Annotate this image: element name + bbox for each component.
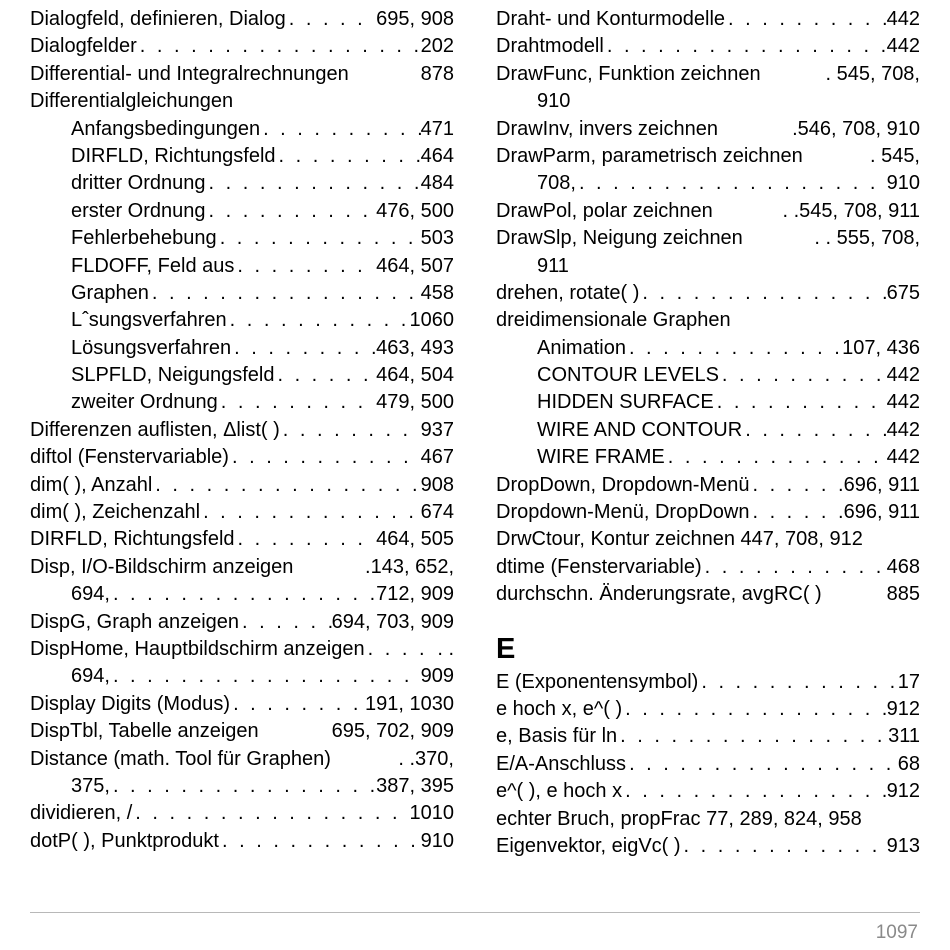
index-entry <box>30 33 454 60</box>
index-entry-text: durchschn. Änderungsrate, avgRC( ) <box>496 583 822 606</box>
index-entry-text: WIRE AND CONTOUR <box>537 418 743 441</box>
index-entry-text: DispG, Graph anzeigen <box>30 610 240 633</box>
index-entry <box>30 444 454 471</box>
index-entry-text: Dialogfelder <box>30 35 137 58</box>
index-entry-text: dreidimensionale Graphen <box>496 309 731 332</box>
index-entry-text: E (Exponentensymbol) <box>496 670 699 693</box>
index-entry-pages: 694, 703, 909 <box>331 610 454 633</box>
index-entry-pages: 1060 <box>409 309 454 332</box>
index-entry-text: 694, <box>71 583 110 606</box>
index-entry-text: 694, <box>71 665 110 688</box>
dot-leader <box>280 417 421 444</box>
index-column-right <box>496 6 920 860</box>
dot-leader <box>132 800 409 827</box>
index-entry <box>30 389 454 416</box>
index-entry-text: Anfangsbedingungen <box>71 117 261 140</box>
index-entry-text: 911 <box>537 254 569 277</box>
index-entry-pages: 68 <box>897 752 920 775</box>
index-entry <box>496 6 920 33</box>
index-entry-pages: . . 555, 708, <box>814 227 920 250</box>
index-entry <box>496 581 920 608</box>
index-entry-pages: 311 <box>888 725 920 748</box>
dot-leader <box>110 773 376 800</box>
index-entry-pages: 471 <box>420 117 454 140</box>
index-entry <box>496 389 920 416</box>
dot-leader <box>149 280 421 307</box>
footer-rule <box>30 912 920 913</box>
index-entry <box>30 526 454 553</box>
index-entry-pages: 442 <box>886 364 920 387</box>
index-entry <box>496 472 920 499</box>
index-entry-text: drehen, rotate( ) <box>496 281 640 304</box>
index-entry <box>30 143 454 170</box>
index-entry-text: dtime (Fenstervariable) <box>496 555 702 578</box>
index-entry-text: DropDown, Dropdown-Menü <box>496 473 750 496</box>
dot-leader <box>260 116 421 143</box>
index-entry-pages: 442 <box>886 446 920 469</box>
index-entry-text: dotP( ), Punktprodukt <box>30 829 219 852</box>
index-entry-pages: 479, 500 <box>376 391 454 414</box>
dot-leader <box>622 778 887 805</box>
dot-leader <box>698 669 897 696</box>
index-entry <box>30 718 454 745</box>
index-entry <box>30 280 454 307</box>
dot-leader <box>200 499 421 526</box>
dot-leader <box>234 253 376 280</box>
index-entry-pages: 442 <box>886 391 920 414</box>
index-entry <box>30 116 454 143</box>
dot-leader <box>604 33 887 60</box>
index-column-left <box>30 6 454 855</box>
index-entry <box>496 806 920 833</box>
dot-leader <box>719 362 887 389</box>
dot-leader <box>276 143 421 170</box>
index-entry-pages: 696, 911 <box>843 501 920 524</box>
index-entry-text: DispTbl, Tabelle anzeigen <box>30 720 259 743</box>
dot-leader <box>137 33 421 60</box>
index-entry <box>496 116 920 143</box>
index-entry <box>496 198 920 225</box>
index-entry-pages: 1010 <box>409 802 454 825</box>
index-entry <box>496 751 920 778</box>
index-entry-text: FLDOFF, Feld aus <box>71 254 235 277</box>
index-entry <box>30 581 454 608</box>
index-entry-text: Differential- und Integralrechnungen <box>30 62 349 85</box>
dot-leader <box>626 335 842 362</box>
index-entry-pages: 467 <box>420 446 454 469</box>
index-entry-pages: 695, 908 <box>376 8 454 30</box>
dot-leader <box>206 170 421 197</box>
index-entry-pages: 463, 493 <box>376 336 454 359</box>
dot-leader <box>152 472 420 499</box>
index-entry-text: diftol (Fenstervariable) <box>30 446 229 469</box>
dot-leader <box>617 723 888 750</box>
index-entry <box>496 526 920 553</box>
index-entry-pages: 937 <box>420 418 454 441</box>
index-entry-text: DispHome, Hauptbildschirm anzeigen <box>30 637 365 660</box>
index-entry-text: e hoch x, e^( ) <box>496 697 623 720</box>
index-entry-pages: . 545, 708, <box>825 62 920 85</box>
index-entry-text: DrawParm, parametrisch zeichnen <box>496 144 803 167</box>
index-entry-text: dividieren, / <box>30 802 133 825</box>
index-entry-text: 910 <box>537 90 571 113</box>
index-entry-pages: .546, 708, 910 <box>792 117 920 140</box>
index-entry <box>496 417 920 444</box>
index-entry-text: Disp, I/O-Bildschirm anzeigen <box>30 555 294 578</box>
section-heading: E <box>496 632 516 665</box>
index-entry-text: Dropdown-Menü, DropDown <box>496 501 750 524</box>
dot-leader <box>749 472 843 499</box>
index-entry-text: CONTOUR LEVELS <box>537 364 719 387</box>
index-entry-text: SLPFLD, Neigungsfeld <box>71 364 275 387</box>
index-entry-pages: 909 <box>420 665 454 688</box>
dot-leader <box>742 417 886 444</box>
index-entry-text: echter Bruch, propFrac 77, 289, 824, 958 <box>496 807 862 830</box>
index-entry <box>30 499 454 526</box>
dot-leader <box>235 526 377 553</box>
index-entry-pages: 912 <box>886 697 920 720</box>
index-entry <box>496 669 920 696</box>
index-entry-pages: 464, 507 <box>376 254 454 277</box>
index-entry-pages: 464 <box>420 144 454 167</box>
index-entry <box>30 198 454 225</box>
dot-leader <box>725 6 887 33</box>
index-entry <box>30 362 454 389</box>
index-entry-pages: 910 <box>420 829 454 852</box>
index-entry <box>496 280 920 307</box>
dot-leader <box>239 609 332 636</box>
index-entry-pages: 191, 1030 <box>365 692 454 715</box>
index-entry-text: DrawSlp, Neigung zeichnen <box>496 227 743 250</box>
index-entry <box>30 609 454 636</box>
index-entry-text: DIRFLD, Richtungsfeld <box>71 144 276 167</box>
index-entry-text: Lˆsungsverfahren <box>71 309 227 332</box>
index-entry-pages: 202 <box>420 35 454 58</box>
index-entry-pages: 442 <box>886 418 920 441</box>
dot-leader <box>702 554 887 581</box>
index-entry-text: e, Basis für ln <box>496 725 618 748</box>
index-entry-text: DrawFunc, Funktion zeichnen <box>496 62 761 85</box>
dot-leader <box>576 170 887 197</box>
dot-leader <box>622 696 887 723</box>
index-entry-text: Eigenvektor, eigVc( ) <box>496 834 681 857</box>
dot-leader <box>286 6 376 33</box>
index-entry-pages: . . <box>437 637 454 660</box>
index-entry-pages: 675 <box>886 281 920 304</box>
index-entry-text: Fehlerbehebung <box>71 227 217 250</box>
index-entry <box>496 33 920 60</box>
dot-leader <box>714 389 887 416</box>
index-entry <box>30 773 454 800</box>
index-entry <box>30 663 454 690</box>
dot-leader <box>219 828 421 855</box>
index-entry <box>30 828 454 855</box>
dot-leader <box>217 225 421 252</box>
dot-leader <box>626 751 898 778</box>
index-entry <box>496 778 920 805</box>
index-entry-text: Differenzen auflisten, Δlist( ) <box>30 418 280 441</box>
dot-leader <box>110 581 376 608</box>
index-entry-pages: 476, 500 <box>376 199 454 222</box>
index-entry-text: 708, <box>537 172 576 195</box>
index-entry <box>496 554 920 581</box>
index-entry <box>496 335 920 362</box>
index-entry-text: DrwCtour, Kontur zeichnen 447, 708, 912 <box>496 528 863 551</box>
index-entry <box>30 636 454 663</box>
index-entry-text: 375, <box>71 774 110 797</box>
index-entry <box>30 746 454 773</box>
index-entry-text: Drahtmodell <box>496 35 604 58</box>
dot-leader <box>227 307 410 334</box>
index-entry <box>30 554 454 581</box>
index-entry-text: Graphen <box>71 281 149 304</box>
index-entry-pages: 913 <box>886 834 920 857</box>
index-entry-pages: 442 <box>886 35 920 58</box>
index-entry-pages: 674 <box>420 501 454 524</box>
index-entry-text: dim( ), Anzahl <box>30 473 153 496</box>
index-entry-pages: . .370, <box>398 747 454 770</box>
index-entry <box>496 833 920 860</box>
index-entry-pages: 885 <box>886 583 920 606</box>
index-entry-pages: . 545, <box>869 144 920 167</box>
index-entry-pages: 17 <box>897 670 920 693</box>
index-entry-text: zweiter Ordnung <box>71 391 218 414</box>
index-entry <box>496 88 920 115</box>
index-entry-pages: 484 <box>420 172 454 195</box>
index-entry <box>30 170 454 197</box>
index-entry <box>496 723 920 750</box>
index-entry-pages: . .545, 708, 911 <box>782 199 920 222</box>
index-entry-text: WIRE FRAME <box>537 446 665 469</box>
dot-leader <box>665 444 887 471</box>
index-entry-text: Distance (math. Tool für Graphen) <box>30 747 331 770</box>
index-entry-text: Animation <box>537 336 626 359</box>
index-entry-pages: 107, 436 <box>842 336 920 359</box>
index-entry <box>496 225 920 252</box>
index-entry-text: dim( ), Zeichenzahl <box>30 501 201 524</box>
index-entry-text: DrawInv, invers zeichnen <box>496 117 718 140</box>
dot-leader <box>230 691 365 718</box>
index-entry <box>30 88 454 115</box>
index-entry <box>30 6 454 33</box>
index-entry <box>496 307 920 334</box>
index-entry <box>496 170 920 197</box>
index-entry-text: e^( ), e hoch x <box>496 780 623 803</box>
index-entry <box>496 143 920 170</box>
index-entry <box>496 696 920 723</box>
index-entry-pages: 468 <box>886 555 920 578</box>
dot-leader <box>639 280 886 307</box>
index-entry-pages: 908 <box>420 473 454 496</box>
index-entry-text: Dialogfeld, definieren, Dialog <box>30 8 286 30</box>
index-entry <box>30 253 454 280</box>
index-entry-text: Differentialgleichungen <box>30 90 234 113</box>
index-entry <box>30 61 454 88</box>
index-entry <box>496 444 920 471</box>
dot-leader <box>274 362 376 389</box>
index-entry-text: Lösungsverfahren <box>71 336 232 359</box>
index-entry-text: HIDDEN SURFACE <box>537 391 714 414</box>
index-entry <box>496 499 920 526</box>
dot-leader <box>365 636 438 663</box>
index-entry-pages: 712, 909 <box>376 583 454 606</box>
index-entry <box>496 362 920 389</box>
index-entry <box>30 335 454 362</box>
dot-leader <box>229 444 421 471</box>
index-entry-pages: 696, 911 <box>843 473 920 496</box>
index-entry-pages: 912 <box>886 780 920 803</box>
index-entry-text: Display Digits (Modus) <box>30 692 231 715</box>
dot-leader <box>218 389 376 416</box>
dot-leader <box>231 335 376 362</box>
dot-leader <box>110 663 421 690</box>
index-entry <box>30 307 454 334</box>
index-entry <box>30 800 454 827</box>
index-entry-text: erster Ordnung <box>71 199 206 222</box>
index-entry-pages: 503 <box>420 227 454 250</box>
index-entry <box>496 253 920 280</box>
index-entry-pages: 695, 702, 909 <box>331 720 454 743</box>
dot-leader <box>681 833 887 860</box>
index-entry-text: dritter Ordnung <box>71 172 206 195</box>
index-entry-pages: 464, 504 <box>376 364 454 387</box>
index-entry <box>30 225 454 252</box>
index-entry-pages: 910 <box>886 172 920 195</box>
index-entry <box>30 472 454 499</box>
index-entry-pages: 464, 505 <box>376 528 454 551</box>
index-entry-pages: .143, 652, <box>365 555 454 578</box>
index-entry-pages: 878 <box>420 62 454 85</box>
index-entry-text: DrawPol, polar zeichnen <box>496 199 713 222</box>
index-entry-text: E/A-Anschluss <box>496 752 627 775</box>
index-entry-text: Draht- und Konturmodelle <box>496 8 726 30</box>
index-entry-pages: 458 <box>420 281 454 304</box>
index-entry-pages: 387, 395 <box>376 774 454 797</box>
page-number: 1097 <box>875 922 918 943</box>
index-entry <box>30 417 454 444</box>
index-entry <box>30 691 454 718</box>
index-entry <box>496 61 920 88</box>
index-entry-text: DIRFLD, Richtungsfeld <box>30 528 235 551</box>
dot-leader <box>749 499 843 526</box>
dot-leader <box>206 198 377 225</box>
index-entry-pages: 442 <box>886 8 920 30</box>
